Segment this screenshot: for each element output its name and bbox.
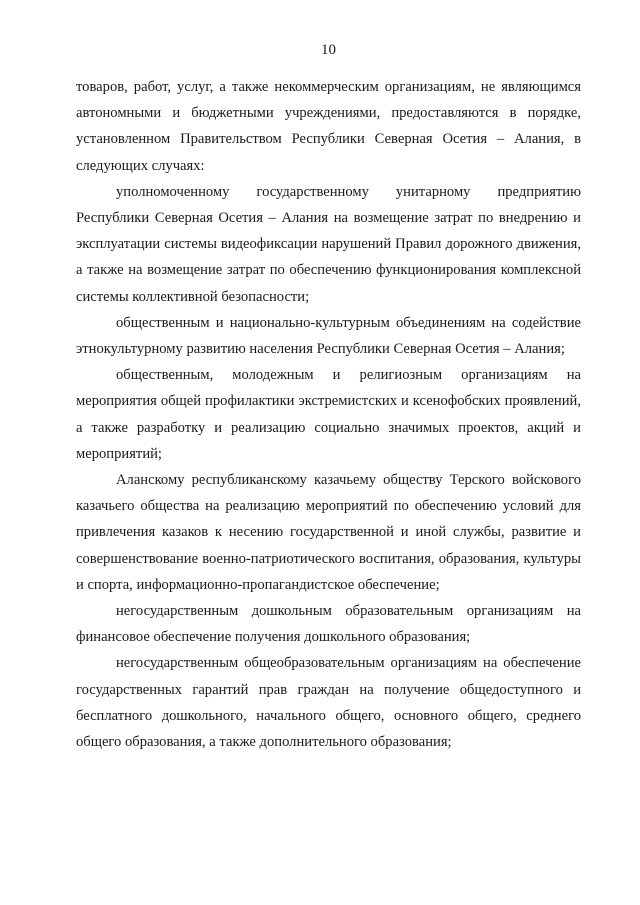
paragraph-item-extremism-prevention: общественным, молодежным и религиозным организациям на мероприятия общей профилактики экстремистских и ксенофобских проявлений, а также разработку и реализацию социально значимых проектов, акций и мероприятий; <box>76 367 581 462</box>
paragraph-item-general-education: негосударственным общеобразовательным организациям на обеспечение государственных гарантий прав граждан на получение общедоступного и бесплатного дошкольного, начального общего, основного общего, среднего общего образования, а также дополнительного образования; <box>76 655 581 751</box>
paragraph-item-cossack-society: Аланскому республиканскому казачьему обществу Терского войскового казачьего общества на реализацию мероприятий по обеспечению условий для привлечения казаков к несению государственной и иной службы, развитие и совершенствование военно-патриотического воспитания, образования, культуры и спорта, информационно-пропагандистское обеспечение; <box>76 472 581 593</box>
paragraph-item-preschool: негосударственным дошкольным образовательным организациям на финансовое обеспечение получения дошкольного образования; <box>76 603 581 646</box>
paragraph-item-road-safety: уполномоченному государственному унитарному предприятию Республики Северная Осетия – Алания на возмещение затрат по внедрению и эксплуатации системы видеофиксации нарушений Правил дорожного движения, а также на возмещение затрат по обеспечению функционирования комплексной системы коллективной безопасности; <box>76 183 581 305</box>
paragraph-intro: товаров, работ, услуг, а также некоммерческим организациям, не являющимся автономными и бюджетными учреждениями, предоставляются в порядке, установленном Правительством Республики Северная Осетия – Алания, в следующих случаях: <box>76 79 581 174</box>
page-number: 10 <box>321 42 336 58</box>
paragraph-item-ethnocultural: общественным и национально-культурным объединениям на содействие этнокультурному развитию населения Республики Северная Осетия – Алания; <box>76 314 581 358</box>
